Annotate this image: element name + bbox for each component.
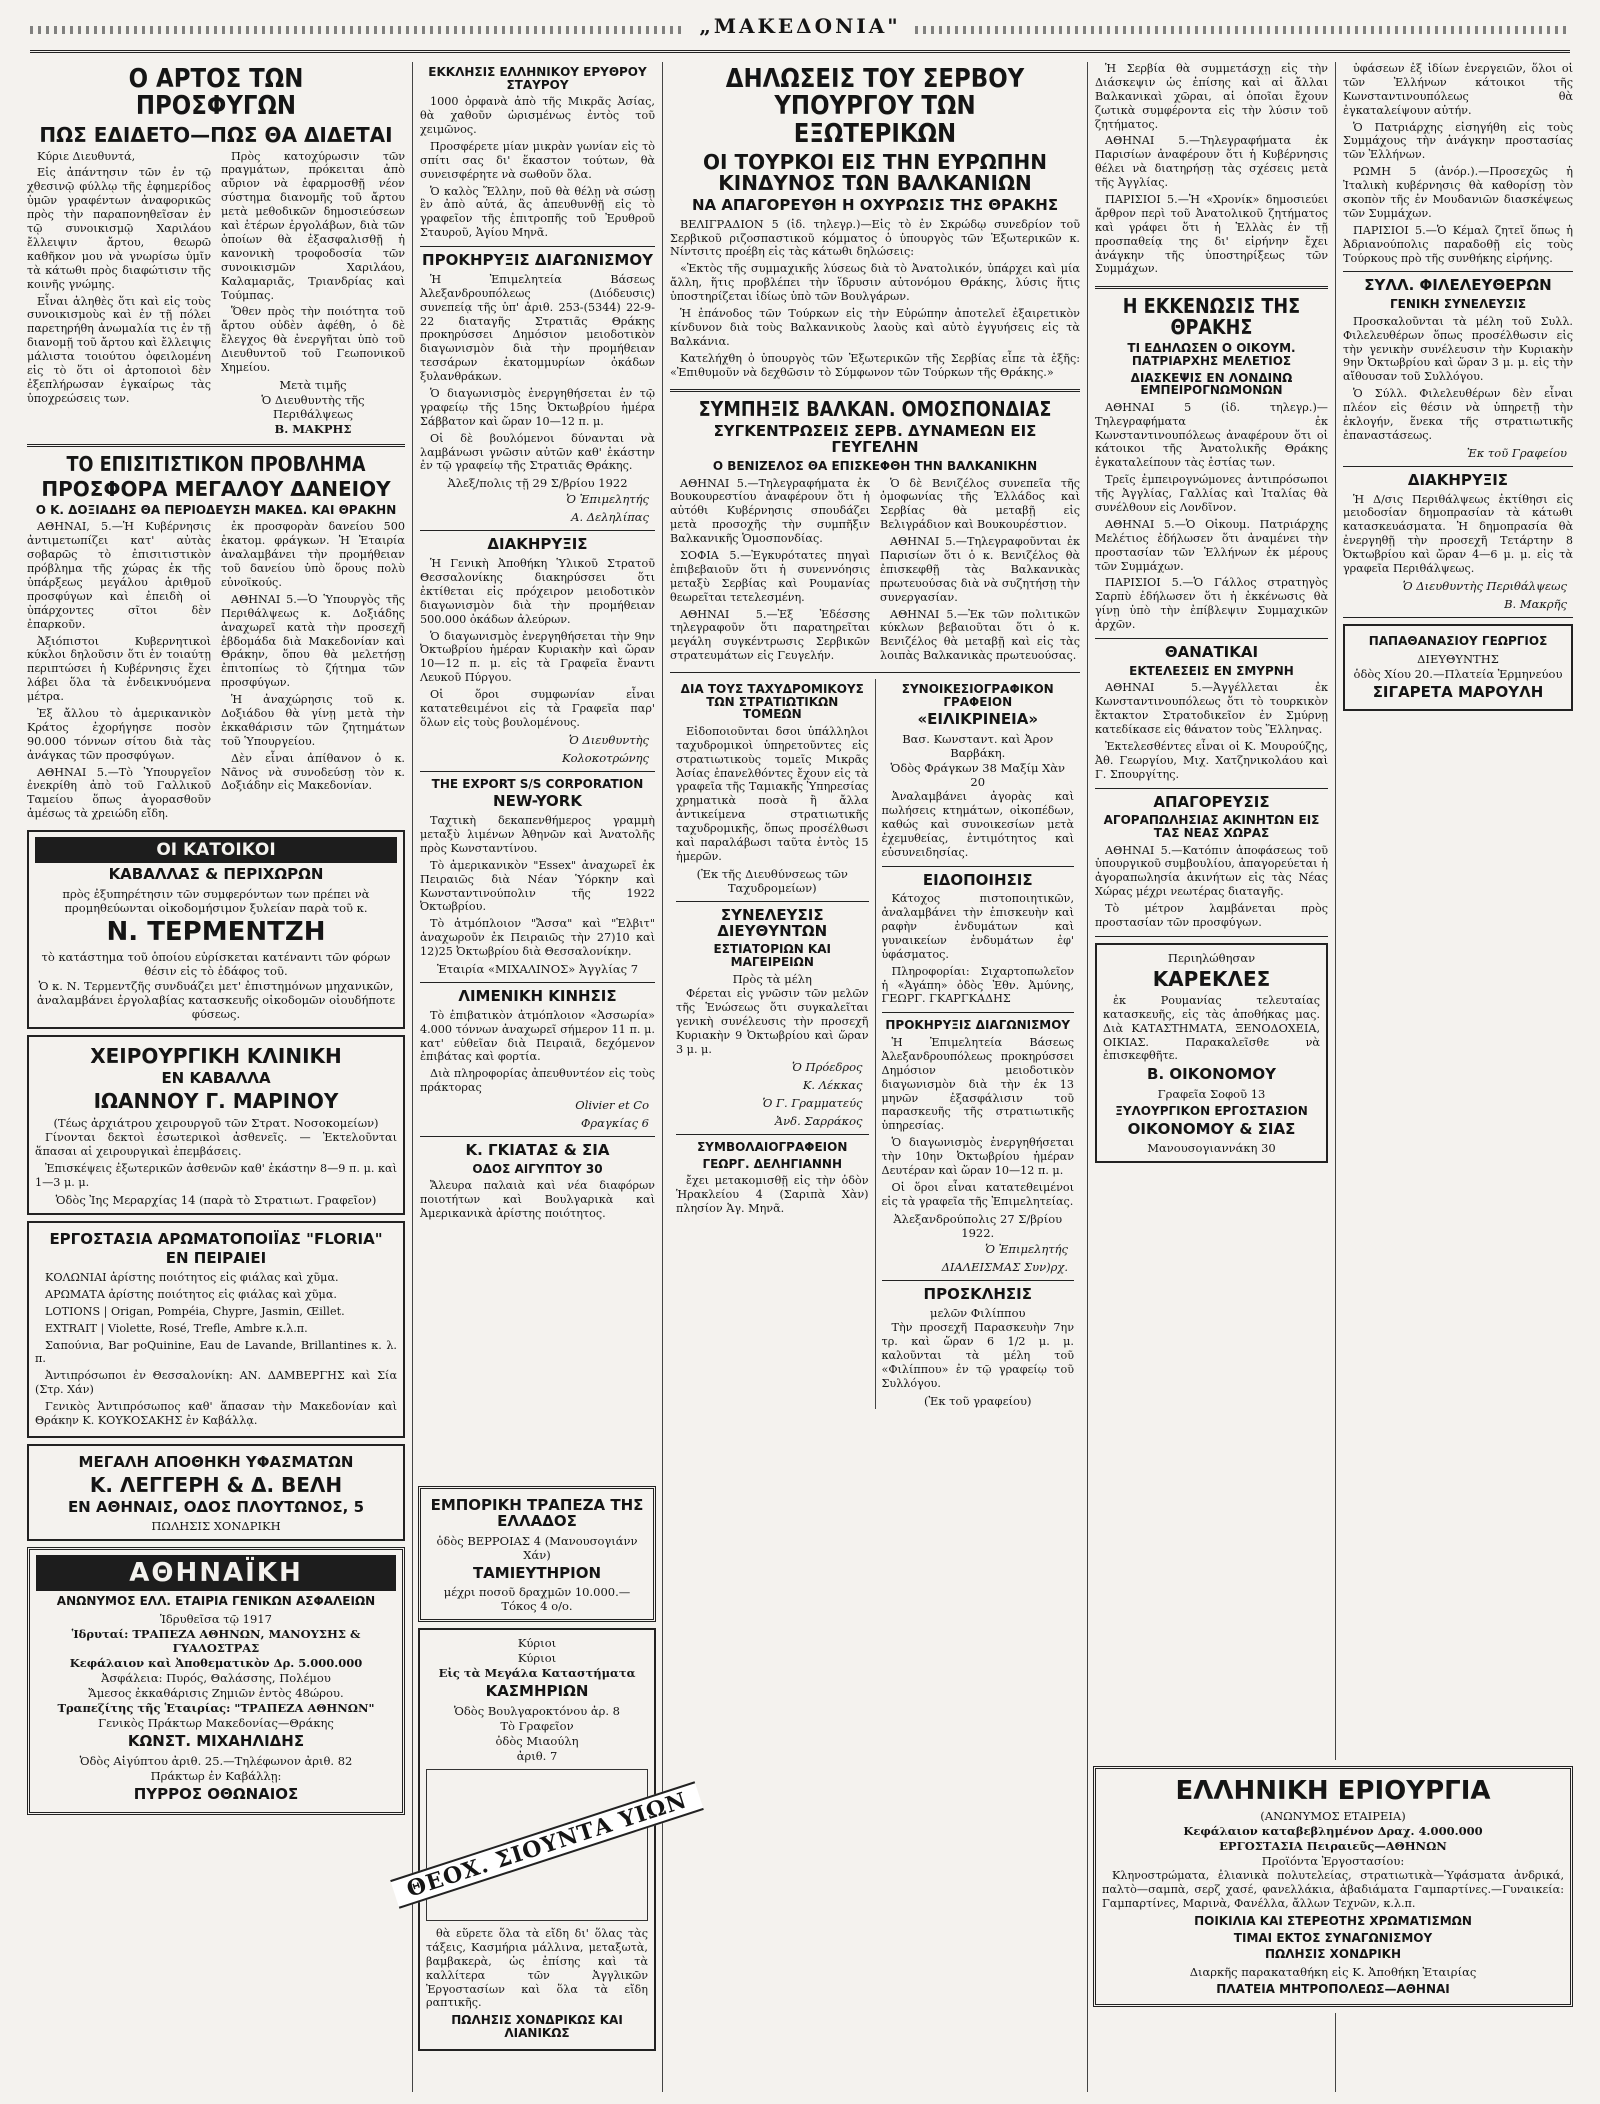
tender-title: ΠΡΟΚΗΡΥΞΙΣ ΔΙΑΓΩΝΙΣΜΟΥ bbox=[422, 251, 653, 270]
article-paragraph: ὑφάσεων ἐξ ἰδίων ἐνεργειῶν, ὅλοι οἱ τῶν Ἑλλήνων κάτοικοι τῆς Κωνσταντινουπόλεως θὰ ἐγκαταλείψουν αὐτήν. bbox=[1343, 62, 1573, 117]
article-paragraph: Οἱ δὲ βουλόμενοι δύνανται νὰ λαμβάνωσι γνῶσιν αὐτῶν καθ' ἑκάστην ἐν τῷ γραφείῳ τῆς Στρατιᾶς Θράκης. bbox=[420, 431, 655, 473]
ad-athinaiki-insures: Ἀσφάλεια: Πυρός, Θαλάσσης, Πολέμου bbox=[101, 1671, 331, 1685]
invite-title: ΠΡΟΣΚΛΗΣΙΣ bbox=[923, 1284, 1032, 1303]
ad-bank-section: ΤΑΜΙΕΥΤΗΡΙΟΝ bbox=[472, 1563, 602, 1582]
invite-line: μελῶν Φιλίππου bbox=[929, 1306, 1026, 1321]
article-paragraph: ΠΑΡΙΣΙΟΙ 5.—Ὁ Γάλλος στρατηγὸς Σαρπὺ ἐδήλωσεν ὅτι ἡ ἐκκένωσις θὰ γίνῃ ὑπὸ τὴν ἐπίβλεψιν Συμμαχικῶν ἀρχῶν. bbox=[1095, 576, 1328, 632]
ad-textiles-name: Κ. ΛΕΓΓΕΡΗ & Δ. ΒΕΛΗ bbox=[89, 1472, 343, 1497]
ad-katoikoi bbox=[27, 830, 405, 1029]
divider bbox=[670, 389, 1080, 392]
article-paragraph: ΑΘΗΝΑΙ 5.—Ἐξ Ἐδέσσης τηλεγραφοῦν ὅτι παρατηρεῖται μεγάλη συγκέντρωσις Σερβικῶν στρατευμάτων εἰς Γευγελήν. bbox=[670, 607, 870, 663]
article-paragraph: 1000 ὀρφανὰ ἀπὸ τῆς Μικρᾶς Ἀσίας, θὰ χαθοῦν ὠρισμένως ἐντὸς τοῦ χειμῶνος. bbox=[420, 95, 655, 136]
ad-eriourgia-address: ΠΛΑΤΕΙΑ ΜΗΤΡΟΠΟΛΕΩΣ—ΑΘΗΝΑΙ bbox=[1216, 1981, 1450, 1996]
article-paragraph: Ἡ Γενικὴ Ἀποθήκη Ὑλικοῦ Στρατοῦ Θεσσαλονίκης διακηρύσσει ὅτι ἐκτίθεται εἰς πρόχειρον μειοδοτικὸν διαγωνισμὸν διὰ τὴν προμήθειαν 500.000 ὀκάδων ἀλεύρων. bbox=[420, 557, 655, 626]
notary-name: ΓΕΩΡΓ. ΔΕΛΗΓΙΑΝΝΗ bbox=[702, 1156, 843, 1171]
ad-chairs-factory-address: Μανουσογιαννάκη 30 bbox=[1147, 1141, 1276, 1156]
ad-textiles-title: ΜΕΓΑΛΗ ΑΠΟΘΗΚΗ ΥΦΑΣΜΑΤΩΝ bbox=[78, 1452, 354, 1471]
ad-siounta-body: θὰ εὕρετε ὅλα τὰ εἴδη δι' ὅλας τὰς τάξεις, Κασμήρια μάλλινα, μεταξωτὰ, βαμβακερὰ, ὡς ἐπίσης καὶ τὰ καλλίτερα τῶν Ἀγγλικῶν Ἐργοστασίων καὶ ὅλα τὰ εἴδη ραπτικῆς. bbox=[426, 1927, 648, 2010]
divider bbox=[420, 1136, 655, 1137]
article-paragraph: ΑΘΗΝΑΙ 5.—Ἐκ τῶν πολιτικῶν κύκλων βεβαιοῦται ὅτι ὁ κ. Βενιζέλος θὰ μεταβῇ καὶ εἰς τὰς λοιπὰς Βαλκανικὰς πρωτευούσας. bbox=[880, 607, 1080, 663]
article-paragraph: ἐκ προσφορὰν δανείου 500 ἑκατομ. φράγκων. Ἡ Ἑταιρία ἀναλαμβάνει τὴν προμήθειαν τοῦ δανείου ὑπὸ ὅρους πολὺ εὐνοϊκούς. bbox=[221, 520, 405, 589]
column-3-lower-right bbox=[875, 679, 1081, 1409]
masthead-ornament-right bbox=[915, 26, 1570, 34]
bottom-right-ad-wrap bbox=[1093, 1760, 1573, 2013]
mobil-body: Εἰδοποιοῦνται δσοι ὑπάλληλοι ταχυδρομικοὶ ὑπηρετοῦντες εἰς στρατιωτικοὺς τομεῖς Μικρᾶς Ἀσίας ἐπανελθόντες ἔχουν εἰς τὰ γραφεῖα τῆς Ταμιακῆς Ὑπηρεσίας χρηματικὰ ποσὰ ἢ ἄλλα ἀντικείμενα στρατιωτικῆς ταχυδρομικῆς, ὅπως προσέλθωσι καὶ παραλάβωσι ταῦτα ἐντὸς 15 ἡμερῶν. bbox=[676, 724, 869, 863]
union-body: Φέρεται εἰς γνῶσιν τῶν μελῶν τῆς Ἑνώσεως ὅτι συγκαλεῖται γενικὴ συνέλευσις τὴν προσεχῆ Κυριακὴν 9 Ὀκτωβρίου καὶ ὥραν 3 μ. μ. bbox=[676, 987, 869, 1057]
ad-athinaiki-capital: Κεφάλαιον καὶ Ἀποθεματικὸν Δρ. 5.000.000 bbox=[69, 1656, 363, 1670]
divider bbox=[27, 444, 405, 447]
notice2-signature-title: Ὁ Διευθυντὴς Περιθάλψεως bbox=[1402, 578, 1567, 593]
article-paragraph: Οἱ ὅροι συμφωνίαν εἶναι κατατεθειμένοι εἰς τὰ Γραφεῖα παρ' ὅλων εἰς τοὺς βουλομένους. bbox=[420, 688, 655, 729]
closing-line: Μετὰ τιμῆς bbox=[279, 377, 347, 392]
ad-eriourgia-quality: ΠΟΙΚΙΛΙΑ ΚΑΙ ΣΤΕΡΕΟΤΗΣ ΧΡΩΜΑΤΙΣΜΩΝ bbox=[1194, 1913, 1472, 1928]
ad-textiles-address: ΕΝ ΑΘΗΝΑΙΣ, ΟΔΟΣ ΠΛΟΥΤΩΝΟΣ, 5 bbox=[67, 1497, 365, 1516]
article-paragraph: Οἱ ὅροι εἶναι κατατεθειμένοι εἰς τὰ γραφεῖα τῆς Ἐπιμελητείας. bbox=[881, 1180, 1074, 1208]
tender2-signature-name: ΔΙΑΛΕΙΣΜΑΣ Συν)ρχ. bbox=[941, 1259, 1068, 1274]
port-agent: Olivier et Co bbox=[575, 1098, 649, 1113]
red-cross-title: ΕΚΚΛΗΣΙΣ ΕΛΛΗΝΙΚΟΥ ΕΡΥΘΡΟΥ ΣΤΑΥΡΟΥ bbox=[428, 65, 647, 92]
column-2-lower-ads bbox=[403, 1480, 691, 2057]
article-paragraph: Πρὸς κατοχύρωσιν τῶν πραγμάτων, πρόκειται ἀπὸ αὔριον νὰ ἐφαρμοσθῇ νέον σύστημα διανομῆς τοῦ ἄρτου μετὰ μεθοδικῶν δημοσιεύσεων καὶ ἑτέρων ἐργολάβων, διὰ τῶν ὁποίων θὰ ἐξασφαλισθῇ ἡ κανονικὴ τροφοδοσία τῶν συνοικισμῶν Χαριλάου, Καλαμαριᾶς, Τριανδρίας καὶ Τούμπας. bbox=[221, 149, 405, 302]
divider bbox=[882, 1012, 1075, 1013]
article-paragraph: Δὲν εἶναι ἀπίθανον ὁ κ. Νᾶνος νὰ συνοδεύσῃ τὸν κ. Δοξιάδην εἰς Μακεδονίαν. bbox=[221, 751, 405, 793]
ad-athinaiki-agent: ΚΩΝΣΤ. ΜΙΧΑΗΛΙΔΗΣ bbox=[127, 1732, 305, 1750]
divider bbox=[676, 901, 869, 902]
ad-katoikoi-body: πρὸς ἐξυπηρέτησιν τῶν συμφερόντων των πρέπει νὰ προμηθεύωνται οἰκοδομήσιμον ξυλείαν παρὰ τοῦ κ. bbox=[62, 886, 370, 915]
article-paragraph: Τὸ μέτρον λαμβάνεται πρὸς προστασίαν τῶν προσφύγων. bbox=[1095, 902, 1328, 929]
article-bread-title: Ο ΑΡΤΟΣ ΤΩΝ ΠΡΟΣΦΥΓΩΝ bbox=[128, 64, 304, 122]
ad-athinaiki-subtitle: ΑΝΩΝΥΜΟΣ ΕΛΛ. ΕΤΑΙΡΙΑ ΓΕΝΙΚΩΝ ΑΣΦΑΛΕΙΩΝ bbox=[56, 1594, 376, 1609]
divider bbox=[1343, 617, 1573, 618]
ad-athinaiki-kavala-name: ΠΥΡΡΟΣ ΟΘΩΝΑΙΟΣ bbox=[133, 1784, 299, 1803]
union-line: Πρὸς τὰ μέλη bbox=[732, 972, 812, 987]
divider bbox=[1095, 788, 1328, 789]
union-sig2-name: Ἀνδ. Σαρράκος bbox=[774, 1113, 863, 1128]
ad-floria-line: Γενικὸς Ἀντιπρόσωπος καθ' ἅπασαν τὴν Μακεδονίαν καὶ Θράκην Κ. ΚΟΥΚΟΣΑΚΗΣ ἐν Καβάλλᾳ. bbox=[35, 1400, 397, 1428]
ad-floria-line: Ἀντιπρόσωποι ἐν Θεσσαλονίκη: ΑΝ. ΔΑΜΒΕΡΓΗΣ καὶ Σία (Στρ. Χάν) bbox=[35, 1369, 397, 1397]
ad-athinaiki-founders: Ἱδρυταί: ΤΡΑΠΕΖΑ ΑΘΗΝΩΝ, ΜΑΝΟΥΣΗΣ & ΓΥΑΛΟΣΤΡΑΣ bbox=[71, 1627, 361, 1655]
marriage-name: «ΕΙΛΙΚΡΙΝΕΙΑ» bbox=[917, 710, 1039, 729]
ad-katoikoi-foot: Ὁ κ. Ν. Τερμεντζῆς συνδυάζει μετ' ἐπιστημόνων μηχανικῶν, ἀναλαμβάνει ἐργολαβίας κατασκευῆς οἰκοδομῶν οἱουδήποτε φύσεως. bbox=[36, 979, 396, 1022]
article-paragraph: ΑΘΗΝΑΙ, 5.—Ἡ Κυβέρνησις ἀντιμετωπίζει κατ' αὐτὰς σοβαρῶς τὸ ἐπισιτιστικὸν πρόβλημα τῆς χώρας ἐκ τῆς ὑπάρξεως μεγάλου ἀριθμοῦ προσφύγων καὶ ἐπειδὴ οἱ ὑπάρχοντες σῖτοι δὲν ἐπαρκοῦν. bbox=[27, 520, 211, 631]
port-title: ΛΙΜΕΝΙΚΗ ΚΙΝΗΣΙΣ bbox=[458, 987, 617, 1005]
article-paragraph: Ἀξιόπιστοι Κυβερνητικοὶ κύκλοι δηλοῦσιν ὅτι ἐν τοιαύτῃ περιπτώσει ἡ Κυβέρνησις ἔχει λάβει ὅλα τὰ ἐνδεικνυόμενα μέτρα. bbox=[27, 634, 211, 704]
ad-athinaiki-agent-title: Γενικὸς Πράκτωρ Μακεδονίας—Θράκης bbox=[98, 1716, 334, 1730]
article-supply-body bbox=[27, 520, 405, 824]
article-paragraph: Εἶναι ἀληθὲς ὅτι καὶ εἰς τοὺς συνοικισμοὺς καὶ ἐν τῇ πόλει παρετηρήθη ἀνωμαλία τις ἐν τῇ διανομῇ τοῦ ἄρτου καὶ ἔλλειψις μάλιστα τοιούτου ὀφειλομένη εἰς τὸ ὅτι οἱ ἀρτοποιοὶ δὲν ἐξεπλήρωσαν ἐγκαίρως τὰς ὑποχρεώσεις των. bbox=[27, 294, 211, 405]
article-paragraph: Κύριε Διευθυντά, bbox=[37, 149, 136, 163]
divider bbox=[882, 866, 1075, 867]
signature-name: Β. ΜΑΚΡΗΣ bbox=[274, 421, 352, 436]
ad-chairs bbox=[1095, 943, 1328, 1164]
ad-floria-line: LOTIONS | Origan, Pompéia, Chypre, Jasmin, Œillet. bbox=[45, 1304, 345, 1318]
ban-title: ΑΠΑΓΟΡΕΥΣΙΣ bbox=[1153, 792, 1270, 811]
tender-dateline: Ἀλεξ/πολις τῇ 29 Σ/βρίου 1922 bbox=[447, 476, 628, 491]
marriage-address-2: Ὁδὸς Φράγκων 38 Μαξίμ Χὰν 20 bbox=[890, 761, 1066, 790]
gkiatas-title: Κ. ΓΚΙΑΤΑΣ & ΣΙΑ bbox=[465, 1141, 610, 1160]
ad-textiles-note: ΠΩΛΗΣΙΣ ΧΟΝΔΡΙΚΗ bbox=[151, 1519, 281, 1534]
mobil-source: (Ἐκ τῆς Διευθύνσεως τῶν Ταχυδρομείων) bbox=[696, 866, 848, 895]
divider bbox=[1095, 936, 1328, 937]
ad-kasmiria-name: ΚΑΣΜΗΡΙΩΝ bbox=[485, 1682, 589, 1701]
ad-siounta-diagonal bbox=[403, 1769, 691, 1921]
divider bbox=[676, 1134, 869, 1135]
ad-siounta-name: ΘΕΟΧ. ΣΙΟΥΝΤΑ ΥΙΩΝ bbox=[390, 1781, 704, 1908]
deaths-subtitle: ΕΚΤΕΛΕΣΕΙΣ ΕΝ ΣΜΥΡΝΗ bbox=[1129, 663, 1294, 678]
ad-eriourgia-prices: ΤΙΜΑΙ ΕΚΤΟΣ ΣΥΝΑΓΩΝΙΣΜΟΥ bbox=[1233, 1930, 1433, 1945]
union-sig1: Ὁ Πρόεδρος bbox=[792, 1059, 863, 1074]
ad-clinic-role: (Τέως ἀρχιάτρου χειρουργοῦ τῶν Στρατ. Νοσοκομείων) bbox=[53, 1115, 379, 1130]
lead-subtitle: ΟΙ ΤΟΥΡΚΟΙ ΕΙΣ ΤΗΝ ΕΥΡΩΠΗΝ ΚΙΝΔΥΝΟΣ ΤΩΝ ΒΑΛΚΑΝΙΩΝ bbox=[703, 149, 1047, 195]
article-paragraph: Ὁ καλὸς Ἕλλην, ποῦ θὰ θέλῃ νὰ σώσῃ ἓν ἀπὸ αὐτά, ἂς ἀπευθυνθῇ εἰς τὸ γραφεῖον τῆς ἐπιτροπῆς τοῦ Ἐρυθροῦ Σταυροῦ, Ἁγίου Μηνᾶ. bbox=[420, 184, 655, 240]
ad-floria-line: Σαπούνια, Bar poQuinine, Eau de Lavande, Brillantines κ. λ. π. bbox=[35, 1338, 397, 1366]
thrace-title: Η ΕΚΚΕΝΩΣΙΣ ΤΗΣ ΘΡΑΚΗΣ bbox=[1122, 294, 1301, 340]
article-paragraph: Ὁ διαγωνισμὸς ἐνεργηθήσεται τὴν 10ην Ὀκτωβρίου ἡμέραν Δευτέραν καὶ ὥραν 10—12 π. μ. bbox=[881, 1136, 1074, 1177]
ad-athinaiki-founded: Ἱδρυθεῖσα τῷ 1917 bbox=[160, 1612, 272, 1626]
assembly-subtitle: ΓΕΝΙΚΗ ΣΥΝΕΛΕΥΣΙΣ bbox=[1389, 297, 1527, 312]
lead-title: ΔΗΛΩΣΕΙΣ ΤΟΥ ΣΕΡΒΟΥ ΥΠΟΥΡΓΟΥ ΤΩΝ ΕΞΩΤΕΡΙΚΩΝ bbox=[725, 64, 1025, 149]
ad-kasmiria-line: Εἰς τὰ Μεγάλα Καταστήματα bbox=[438, 1666, 636, 1681]
ad-eriourgia-products-label: Προϊόντα Ἐργοστασίου: bbox=[1261, 1854, 1405, 1869]
notice2-title: ΔΙΑΚΗΡΥΞΙΣ bbox=[1407, 470, 1509, 489]
article-paragraph: Ἡ Ἐπιμελητεία Βάσεως Ἀλεξανδρουπόλεως (Διόδευσις) συνεπείᾳ τῆς ὑπ' ἀριθ. 253-(5344) 22-9-22 διαταγῆς Στρατιᾶς Θράκης προκηρύσσει Δημόσιον μειοδοτικὸν διαγωνισμὸν διὰ τὴν προμήθειαν τεσσάρων ἑκατομμυρίων ὀκάδων ξυλανθράκων. bbox=[420, 272, 655, 384]
ad-floria-line: EXTRAIT | Violette, Rosé, Trefle, Ambre κ.λ.π. bbox=[45, 1321, 308, 1335]
ad-athinaiki bbox=[27, 1547, 405, 1814]
lead-body-continued bbox=[1095, 62, 1328, 279]
article-paragraph: ΑΘΗΝΑΙ 5.—Ὁ Οἰκουμ. Πατριάρχης Μελέτιος ἐδήλωσεν ὅτι ἀναμένει τὴν προστασίαν τῶν Ἑλλήνων ἐκ μέρους τῶν Συμμάχων. bbox=[1095, 517, 1328, 573]
article-paragraph: Ὁ διαγωνισμὸς ἐνεργηθήσεται τὴν 9ην Ὀκτωβρίου ἡμέραν Κυριακὴν καὶ ὥραν 10—12 π. μ. εἰς τὰ Γραφεῖα ἔναντι Λευκοῦ Πύργου. bbox=[420, 629, 655, 685]
article-paragraph: ΒΕΛΙΓΡΑΔΙΟΝ 5 (ἰδ. τηλεγρ.)—Εἰς τὸ ἐν Σκρώδῳ συνεδρίον τοῦ Σερβικοῦ ριζοσπαστικοῦ κόμματος ὁ ὑπουργὸς τῶν Ἐξωτερικῶν κ. Νίντσιτς προέβη εἰς τὰς κάτωθι δηλώσεις: bbox=[670, 217, 1080, 259]
ad-floria-title: ΕΡΓΟΣΤΑΣΙΑ ΑΡΩΜΑΤΟΠΟΙΪΑΣ "FLORIA" bbox=[49, 1229, 383, 1248]
ad-kasmiria bbox=[403, 1628, 691, 2050]
column-3 bbox=[662, 62, 1087, 2092]
divider bbox=[1095, 286, 1328, 289]
article-paragraph: Ὁ διαγωνισμὸς ἐνεργηθήσεται ἐν τῷ γραφείῳ τῆς 15ης Ὀκτωβρίου ἡμέρα Σάββατον καὶ ὥραν 10—12 π. μ. bbox=[420, 386, 655, 428]
article-paragraph: ΡΩΜΗ 5 (ἀνόρ.).—Προσεχῶς ἡ Ἰταλικὴ κυβέρνησις θὰ καθορίσῃ τὸν σκοπὸν τῆς ἐν Μουδανιῶν διασκέψεως τῶν Συμμάχων. bbox=[1343, 165, 1573, 220]
article-paragraph: Τὸ ἐπιβατικὸν ἀτμόπλοιον «Ἀσσωρία» 4.000 τόννων ἀναχωρεῖ σήμερον 11 π. μ. κατ' εὐθεῖαν διὰ Πειραιᾶ, δεχόμενον ἐπιβάτας καὶ φορτία. bbox=[420, 1008, 655, 1064]
ad-eriourgia bbox=[1093, 1766, 1573, 2007]
ad-floria-line: ΚΟΛΩΝΙΑΙ ἀρίστης ποιότητος εἰς φιάλας καὶ χῦμα. bbox=[45, 1271, 339, 1284]
article-paragraph: ΠΑΡΙΣΙΟΙ 5.—Ἡ «Χρονίκ» δημοσιεύει ἄρθρον περὶ τοῦ Ἀνατολικοῦ ζητήματος καὶ γράφει ὅτι ἡ Ἑλλὰς ἐν τῇ προσπαθείᾳ της δι' εἰρήνην ἔχει ἀνάγκην τῆς ὑποστηρίξεως τῶν Συμμάχων. bbox=[1095, 193, 1328, 276]
ad-chairs-name: Β. ΟΙΚΟΝΟΜΟΥ bbox=[1147, 1065, 1276, 1084]
ad-eriourgia-depot: Διαρκῆς παρακαταθήκη εἰς Κ. Ἀποθήκη Ἑταιρίας bbox=[1189, 1964, 1477, 1979]
ad-tobacco-role: ΔΙΕΥΘΥΝΤΗΣ bbox=[1417, 651, 1499, 666]
union-subtitle: ΕΣΤΙΑΤΟΡΙΩΝ ΚΑΙ ΜΑΓΕΙΡΕΙΩΝ bbox=[713, 942, 831, 969]
ad-tobacco-address: ὁδὸς Χίου 20.—Πλατεία Ἑρμηνεύου bbox=[1353, 666, 1563, 681]
notice-signature-name: Κολοκοτρώνης bbox=[561, 750, 649, 765]
export-title: THE EXPORT S/S CORPORATION bbox=[431, 776, 644, 791]
notary-body: ἔχει μετακομισθῇ εἰς τὴν ὁδὸν Ἡρακλείου 4 (Σαριπὰ Χὰν) πλησίον Ἁγ. Μηνᾶ. bbox=[676, 1174, 869, 1215]
article-paragraph: ΑΘΗΝΑΙ 5.—Ὁ Ὑπουργὸς τῆς Περιθάλψεως κ. Δοξιάδης ἀναχωρεῖ κατὰ τὴν προσεχῆ ἑβδομάδα διὰ Μακεδονίαν καὶ Θράκην, ὅπου θὰ μελετήσῃ ἐπιτοπίως τὸ ζήτημα τῶν προσφύγων. bbox=[221, 592, 405, 690]
ban-subtitle: ΑΓΟΡΑΠΩΛΗΣΙΑΣ ΑΚΙΝΗΤΩΝ ΕΙΣ ΤΑΣ ΝΕΑΣ ΧΩΡΑΣ bbox=[1103, 813, 1320, 840]
tender-signature-title: Ὁ Ἐπιμελητής bbox=[566, 492, 649, 507]
thrace-subtitle: ΤΙ ΕΔΗΛΩΣΕΝ Ο ΟΙΚΟΥΜ. ΠΑΤΡΙΑΡΧΗΣ ΜΕΛΕΤΙΟΣ bbox=[1127, 341, 1296, 368]
article-bread-subtitle: ΠΩΣ ΕΔΙΔΕΤΟ—ΠΩΣ ΘΑ ΔΙΔΕΤΑΙ bbox=[39, 122, 393, 147]
divider bbox=[1095, 638, 1328, 639]
divider bbox=[420, 982, 655, 983]
article-paragraph: «Ἐκτὸς τῆς συμμαχικῆς λύσεως διὰ τὸ Ἀνατολικόν, ὑπάρχει καὶ μία ἄλλη, ἥτις προβλέπει τὴν ἵδρυσιν αὐτονόμου Θράκης, λύσις ἥτις ὑποστηρίζεται ἰδίως ὑπὸ τῶν Βουλγάρων. bbox=[670, 262, 1080, 304]
gkiatas-body: Ἄλευρα παλαιὰ καὶ νέα διαφόρων ποιοτήτων καὶ Βουλγαρικὰ καὶ Ἀμερικανικὰ ἀρίστης ποιότητος. bbox=[420, 1179, 655, 1221]
article-paragraph: ΑΘΗΝΑΙ 5.—Τηλεγραφοῦνται ἐκ Παρισίων ὅτι ὁ κ. Βενιζέλος θὰ ἐπισκεφθῇ τὰς Βαλκανικὰς πρωτευούσας διὰ νὰ συζητήσῃ τὴν συνεργασίαν. bbox=[880, 535, 1080, 604]
ad-clinic-subtitle: ΕΝ ΚΑΒΑΛΛΑ bbox=[161, 1069, 271, 1088]
ad-bank-rate: μέχρι ποσοῦ δραχμῶν 10.000.— Τόκος 4 ο/ο. bbox=[443, 1585, 631, 1614]
tender2-signature-title: Ὁ Ἐπιμελητής bbox=[985, 1241, 1068, 1256]
article-paragraph: Κατελήχθη ὁ ὑπουργὸς τῶν Ἐξωτερικῶν τῆς Σερβίας εἶπε τὰ ἑξῆς: «Ἐπιθυμοῦν νὰ δεχθῶσιν τὸ Σύμφωνον τῶν Τούρκων τῆς Θράκης.» bbox=[670, 351, 1080, 379]
marriage-address: Βασ. Κωνσταντ. καὶ Ἀρον Βαρβάκη. bbox=[902, 732, 1054, 761]
article-paragraph: ΑΘΗΝΑΙ 5.—Τὸ Ὑπουργεῖον ἐνεκρίθη ἀπὸ τοῦ Γαλλικοῦ Ταμείου ὅπως ἀγορασθοῦν ἀμέσως τὰ χρειώδη εἴδη. bbox=[27, 765, 211, 821]
article-paragraph: Προσφέρετε μίαν μικρὰν γωνίαν εἰς τὸ σπίτι σας δι' ἕκαστον τούτων, θὰ συνεισφέρητε νὰ σωθοῦν ὅλα. bbox=[420, 139, 655, 181]
notice2-body: Ἡ Δ/σις Περιθάλψεως ἐκτίθησι εἰς μειοδοσίαν δημοπρασίαν τὰ κάτωθι κατασκευάσματα. Ἡ δημοπρασία θὰ ἐνεργηθῇ τὴν προσεχῆ Τετάρτην 8 Ὀκτωβρίου καὶ ὥραν 4—6 μ. μ. εἰς τὰ γραφεῖα Περιθάλψεως. bbox=[1343, 492, 1573, 576]
notice-title: ΔΙΑΚΗΡΥΞΙΣ bbox=[487, 535, 588, 554]
article-paragraph: ΑΘΗΝΑΙ 5.—Ἀγγέλλεται ἐκ Κωνσταντινουπόλεως ὅτι τὸ τουρκικὸν ἔκτακτον Στρατοδικεῖον ἐν Σμύρνῃ κατεδίκασε εἰς θάνατον τοὺς Ἕλληνας. bbox=[1095, 681, 1328, 736]
divider bbox=[670, 672, 1080, 673]
ad-chairs-label: Περιηλώθησαν bbox=[1167, 950, 1256, 965]
ad-floria-line: ΑΡΩΜΑΤΑ ἀρίστης ποιότητος εἰς φιάλας καὶ χῦμα. bbox=[45, 1287, 337, 1301]
article-paragraph: ΑΘΗΝΑΙ 5.—Κατόπιν ἀποφάσεως τοῦ ὑπουργικοῦ συμβουλίου, ἀπαγορεύεται ἡ ἀγοραπωλησία ἀκινήτων εἰς τὰς Νέας Χώρας μέχρι νεωτέρας διαταγῆς. bbox=[1095, 843, 1328, 899]
ad-katoikoi-title: ΟΙ ΚΑΤΟΙΚΟΙ bbox=[35, 837, 397, 863]
article-paragraph: Ταχτικὴ δεκαπενθήμερος γραμμὴ μεταξὺ λιμένων Ἀθηνῶν καὶ Ἀνατολῆς πρὸς Κωνσταντίνου. bbox=[420, 814, 655, 855]
ad-kasmiria-line: Κύριοι bbox=[517, 1636, 557, 1651]
ad-tobacco bbox=[1343, 624, 1573, 711]
article-paragraph: ΑΘΗΝΑΙ 5 (ἰδ. τηλεγρ.)—Τηλεγραφήματα ἐκ Κωνσταντινουπόλεως ἀναφέρουν ὅτι οἱ κάτοικοι τῆς Ἀνατολικῆς Θράκης ἐγκαταλείπουν τὰς ἑστίας των. bbox=[1095, 400, 1328, 470]
export-agent: Ἑταιρία «ΜΙΧΑΛΙΝΟΣ» Ἀγγλίας 7 bbox=[436, 962, 639, 976]
gkiatas-subtitle: ΟΔΟΣ ΑΙΓΥΠΤΟΥ 30 bbox=[472, 1161, 603, 1176]
article-paragraph: Διὰ πληροφορίας ἀπευθυντέον εἰς τοὺς πράκτορας bbox=[420, 1067, 655, 1095]
balkan-title: ΣΥΜΠΗΞΙΣ ΒΑΛΚΑΝ. ΟΜΟΣΠΟΝΔΙΑΣ bbox=[698, 397, 1052, 422]
ad-siounta-sale: ΠΩΛΗΣΙΣ ΧΟΝΔΡΙΚΩΣ ΚΑΙ ΛΙΑΝΙΚΩΣ bbox=[451, 2013, 623, 2040]
ad-kasmiria-address: Ὁδὸς Βουλγαροκτόνου ἀρ. 8 bbox=[454, 1704, 620, 1718]
ad-clinic-line: Ἐπισκέψεις ἐξωτερικῶν ἀσθενῶν καθ' ἑκάστην 8—9 π. μ. καὶ 1—3 μ. μ. bbox=[35, 1161, 397, 1189]
assembly-title: ΣΥΛΛ. ΦΙΛΕΛΕΥΘΕΡΩΝ bbox=[1364, 276, 1552, 295]
divider bbox=[420, 246, 655, 247]
ad-floria bbox=[27, 1221, 405, 1438]
balkan-subtitle: ΣΥΓΚΕΝΤΡΩΣΕΙΣ ΣΕΡΒ. ΔΥΝΑΜΕΩΝ ΕΙΣ ΓΕΥΓΕΛΗΝ bbox=[713, 422, 1037, 457]
ad-katoikoi-note: τὸ κατάστημα τοῦ ὁποίου εὑρίσκεται κατέναντι τῶν φόρων θέσιν εἰς τὸ ἐδάφος τοῦ. bbox=[41, 950, 391, 979]
tender-signature-name: Α. Δεληλίπας bbox=[571, 510, 649, 525]
divider bbox=[1343, 271, 1573, 272]
notice2-signature-name: Β. Μακρῆς bbox=[1504, 596, 1567, 611]
lead-body bbox=[670, 218, 1080, 383]
article-paragraph: ΑΘΗΝΑΙ 5.—Τηλεγραφήματα ἐκ Παρισίων ἀναφέρουν ὅτι ἡ Κυβέρνησις θέλει νὰ διατηρήσῃ τὰς σχέσεις μετὰ τῆς Ἀγγλίας. bbox=[1095, 134, 1328, 190]
ad-katoikoi-subtitle: ΚΑΒΑΛΛΑΣ & ΠΕΡΙΧΩΡΩΝ bbox=[108, 865, 324, 884]
union-sig1-name: Κ. Λέκκας bbox=[802, 1077, 863, 1092]
ad-kasmiria-line: Κύριοι bbox=[517, 1651, 557, 1666]
article-paragraph: Ἡ ἀναχώρησις τοῦ κ. Δοξιάδου θὰ γίνῃ μετὰ τὴν ἐκκαθάρισιν τῶν ζητημάτων τοῦ Ὑπουργείου. bbox=[221, 693, 405, 748]
ad-athinaiki-title: ΑΘΗΝΑΪΚΗ bbox=[36, 1555, 396, 1591]
ad-katoikoi-name: Ν. ΤΕΡΜΕΝΤΖΗ bbox=[106, 916, 326, 947]
ad-floria-subtitle: ΕΝ ΠΕΙΡΑΙΕΙ bbox=[165, 1249, 267, 1268]
ad-eriourgia-factories: ΕΡΓΟΣΤΑΣΙΑ Πειραιεῦς—ΑΘΗΝΩΝ bbox=[1219, 1839, 1447, 1854]
newspaper-name: „ΜΑΚΕΔΟΝΙΑ" bbox=[699, 14, 901, 38]
thrace-kicker: ΔΙΑΣΚΕΨΙΣ ΕΝ ΛΟΝΔΙΝΩ ΕΜΠΕΙΡΟΓΝΩΜΟΝΩΝ bbox=[1130, 370, 1293, 398]
divider bbox=[420, 530, 655, 531]
article-paragraph: Τὸ ἀμερικανικὸν "Essex" ἀναχωρεῖ ἐκ Πειραιῶς διὰ Νέαν Ὑόρκην καὶ Κωνσταντινούπολιν τῆς 1922 Ὀκτωβρίου. bbox=[420, 858, 655, 914]
article-paragraph: Ὁ δὲ Βενιζέλος συνεπεῖα τῆς ὁμοφωνίας τῆς Ἑλλάδος καὶ Σερβίας θὰ μεταβῇ εἰς Βελιγράδιον καὶ Βουκουρέστιον. bbox=[880, 476, 1080, 532]
ad-kasmiria-line: ἀριθ. 7 bbox=[516, 1749, 558, 1763]
notif-title: ΕΙΔΟΠΟΙΗΣΙΣ bbox=[922, 870, 1033, 889]
invite-body: Τὴν προσεχῆ Παρασκευὴν 7ην τρ. καὶ ὥραν 6 1/2 μ. μ. καλοῦνται τὰ μέλη τοῦ «Φιλίππου» ἐν τῷ γραφείῳ τοῦ Συλλόγου. bbox=[881, 1321, 1074, 1390]
ad-bank-address: ὁδὸς ΒΕΡΡΟΙΑΣ 4 (Μανουσογιάνν Χάν) bbox=[436, 1533, 638, 1562]
notary-title: ΣΥΜΒΟΛΑΙΟΓΡΑΦΕΙΟΝ bbox=[697, 1139, 848, 1154]
assembly-body: Προσκαλοῦνται τὰ μέλη τοῦ Συλλ. Φιλελευθέρων ὅπως προσέλθωσιν εἰς τὴν γενικὴν συνέλευσιν τὴν Κυριακὴν 9ην Ὀκτωβρίου καὶ ὥραν 3 μ. μ. εἰς τὴν αἴθουσαν τοῦ Συλλόγου. bbox=[1343, 314, 1573, 384]
balkan-body bbox=[670, 477, 1080, 667]
divider bbox=[882, 1280, 1075, 1281]
ad-kasmiria-line: ὁδὸς Μιαούλη bbox=[495, 1734, 579, 1748]
article-paragraph: ΑΘΗΝΑΙ 5.—Τηλεγραφήματα ἐκ Βουκουρεστίου ἀναφέρουν ὅτι ἡ αὐτόθι Κυβέρνησις σπουδάζει μετὰ προσοχῆς τὴν συμπῆξιν Βαλκανικῆς Ὁμοσπονδίας. bbox=[670, 476, 870, 546]
marriage-title: ΣΥΝΟΙΚΕΣΙΟΓΡΑΦΙΚΟΝ ΓΡΑΦΕΙΟΝ bbox=[901, 682, 1054, 709]
column-3-lower bbox=[670, 679, 1080, 1409]
ad-eriourgia-subtitle: (ΑΝΩΝΥΜΟΣ ΕΤΑΙΡΕΙΑ) bbox=[1260, 1809, 1406, 1824]
marriage-body: Ἀναλαμβάνει ἀγορὰς καὶ πωλήσεις κτημάτων, οἰκοπέδων, καθώς καὶ συνοικεσίων μετὰ ἐχεμυθείας, ἐντιμότητος καὶ εὐσυνειδησίας. bbox=[881, 790, 1074, 859]
ad-chairs-factory-name: ΟΙΚΟΝΟΜΟΥ & ΣΙΑΣ bbox=[1127, 1119, 1296, 1138]
ad-textiles bbox=[27, 1444, 405, 1542]
union-title: ΣΥΝΕΛΕΥΣΙΣ ΔΙΕΥΘΥΝΤΩΝ bbox=[717, 905, 828, 940]
ad-clinic bbox=[27, 1035, 405, 1214]
lead-kicker: ΝΑ ΑΠΑΓΟΡΕΥΘΗ Η ΟΧΥΡΩΣΙΣ ΤΗΣ ΘΡΑΚΗΣ bbox=[691, 195, 1059, 214]
article-paragraph: Ὅθεν πρὸς τὴν ποιότητα τοῦ ἄρτου οὐδὲν ἀφέθη, ὁ δὲ ἔλεγχος θὰ ἐνεργῆται ὑπὸ τοῦ Διευθυντοῦ τοῦ Γεωπονικοῦ Χημείου. bbox=[221, 305, 405, 374]
article-paragraph: ΠΑΡΙΣΙΟΙ 5.—Ὁ Κέμαλ ζητεῖ ὅπως ἡ Ἀδριανούπολις παραδοθῇ εἰς τοὺς Τούρκους πρὸ τῆς συνθήκης εἰρήνης. bbox=[1343, 223, 1573, 265]
divider bbox=[420, 771, 655, 772]
mobil-title: ΔΙΑ ΤΟΥΣ ΤΑΧΥΔΡΟΜΙΚΟΥΣ ΤΩΝ ΣΤΡΑΤΙΩΤΙΚΩΝ ΤΟΜΕΩΝ bbox=[680, 682, 864, 722]
assembly-note: Ὁ Σύλλ. Φιλελευθέρων δὲν εἶναι πλέον εἰς θέσιν νὰ ὑπηρετῇ τὴν ἐκλογήν, ἕνεκα τῆς στρατιωτικῆς ἐπαναστάσεως. bbox=[1343, 387, 1573, 442]
column-1 bbox=[20, 62, 412, 2092]
ad-chairs-body: ἐκ Ρουμανίας τελευταίας κατασκευῆς, εἰς τὰς ἀποθήκας μας. Διὰ ΚΑΤΑΣΤΗΜΑΤΑ, ΞΕΝΟΔΟΧΕΙΑ, ΟΙΚΙΑΣ. Παρακαλεῖσθε νὰ ἐπισκεφθῆτε. bbox=[1103, 993, 1320, 1063]
notif-body: Κάτοχος πιστοποιητικῶν, ἀναλαμβάνει τὴν ἐπισκευὴν καὶ ραφὴν ἐνδυμάτων καὶ γυναικείων ἐνδυμάτων ἐφ' ὑφάσματος. bbox=[881, 892, 1074, 961]
assembly-source: Ἐκ τοῦ Γραφείου bbox=[1466, 445, 1567, 460]
column-3-lower-left bbox=[670, 679, 875, 1409]
ad-bank bbox=[418, 1486, 656, 1622]
article-supply-subtitle: ΠΡΟΣΦΟΡΑ ΜΕΓΑΛΟΥ ΔΑΝΕΙΟΥ bbox=[41, 476, 391, 501]
ad-clinic-title: ΧΕΙΡΟΥΡΓΙΚΗ ΚΛΙΝΙΚΗ bbox=[90, 1044, 342, 1069]
export-subtitle: NEW-YORK bbox=[493, 792, 582, 811]
invite-source: (Ἐκ τοῦ γραφείου) bbox=[924, 1393, 1032, 1408]
article-supply-title: ΤΟ ΕΠΙΣΙΤΙΣΤΙΚΟΝ ΠΡΟΒΛΗΜΑ bbox=[66, 451, 366, 476]
balkan-kicker: Ο ΒΕΝΙΖΕΛΟΣ ΘΑ ΕΠΙΣΚΕΦΘΗ ΤΗΝ ΒΑΛΚΑΝΙΚΗΝ bbox=[712, 458, 1038, 473]
article-paragraph: Ὁ Πατριάρχης εἰσηγήθη εἰς τοὺς Συμμάχους τὴν ἀνάγκην προστασίας τῶν Ἑλλήνων. bbox=[1343, 120, 1573, 162]
divider bbox=[1343, 466, 1573, 467]
ad-athinaiki-kavala: Πράκτωρ ἐν Καβάλλῃ: bbox=[150, 1768, 282, 1783]
article-paragraph: Ἐκτελεσθέντες εἶναι οἱ Κ. Μουρούζης, Ἀθ. Γεωργίου, Μιχ. Χατζηνικολάου καὶ Γ. Σπουργίτης. bbox=[1095, 739, 1328, 781]
notice-signature-title: Ὁ Διευθυντὴς bbox=[568, 732, 649, 747]
tender2-dateline: Ἀλεξανδρούπολις 27 Σ/βρίου 1922. bbox=[893, 1211, 1063, 1240]
ad-athinaiki-note: Ἄμεσος ἐκκαθάρισις Ζημιῶν ἐντὸς 48ώρου. bbox=[88, 1686, 344, 1700]
tender2-title: ΠΡΟΚΗΡΥΞΙΣ ΔΙΑΓΩΝΙΣΜΟΥ bbox=[885, 1018, 1071, 1033]
masthead bbox=[30, 10, 1570, 53]
ad-eriourgia-title: ΕΛΛΗΝΙΚΗ ΕΡΙΟΥΡΓΙΑ bbox=[1175, 1776, 1491, 1806]
ad-bank-title: ΕΜΠΟΡΙΚΗ ΤΡΑΠΕΖΑ ΤΗΣ ΕΛΛΑΔΟΣ bbox=[430, 1496, 644, 1530]
article-paragraph: ΣΟΦΙΑ 5.—Ἐγκυρότατες πηγαὶ ἐπιβεβαιοῦν ὅτι ἡ συνεννόησις μεταξὺ Σερβίας καὶ Ρουμανίας θεωρεῖται τετελεσμένη. bbox=[670, 548, 870, 604]
signature-title: Ὁ Διευθυντὴς τῆς Περιθάλψεως bbox=[261, 392, 365, 421]
ad-kasmiria-line: Τὸ Γραφεῖον bbox=[500, 1719, 574, 1733]
port-agent-address: Φραγκίας 6 bbox=[580, 1116, 649, 1131]
ad-eriourgia-sale: ΠΩΛΗΣΙΣ ΧΟΝΔΡΙΚΗ bbox=[1265, 1947, 1401, 1962]
article-paragraph: Ἐξ ἄλλου τὸ ἀμερικανικὸν Κράτος ἐχορήγησε ποσὸν 90.000 τόννων σίτου διὰ τὰς ἀνάγκας τῶν προσφύγων. bbox=[27, 707, 211, 762]
article-paragraph: Ἡ Ἐπιμελητεία Βάσεως Ἀλεξανδρουπόλεως προκηρύσσει Δημόσιον μειοδοτικὸν διαγωνισμὸν διὰ τὴν ἐκ 13 μηνῶν ἐξασφάλισιν τοῦ παρασκευῆς τῆς στρατιωτικῆς ὑπηρεσίας. bbox=[881, 1035, 1074, 1133]
ad-tobacco-product: ΣΙΓΑΡΕΤΑ ΜΑΡΟΥΛΗ bbox=[1372, 682, 1544, 701]
article-paragraph: Εἰς ἀπάντησιν τῶν ἐν τῷ χθεσινῷ φύλλῳ τῆς ἐφημερίδος ὑμῶν γραφέντων ἀναφορικῶς πρὸς τὴν παραπονηθεῖσαν ἐν τῷ συνοικισμῷ Χαριλάου ἔλλειψιν ἄρτου, θεωρῶ καθῆκον μου νὰ γνωρίσω ὑμῖν τὰ κάτωθι πρὸς διαφώτισιν τῆς κοινῆς γνώμης. bbox=[27, 166, 211, 291]
notif-address: Πληροφορίαι: Σιχαρτοπωλεῖον ἡ «Ἀγάπη» ὁδὸς Ἐθν. Ἀμύνης, ΓΕΩΡΓ. ΓΚΑΡΓΚΑΔΗΣ bbox=[881, 964, 1074, 1006]
article-paragraph: Τὸ ἀτμόπλοιον "Ἄσσα" καὶ "Ἑλβιτ" ἀναχωροῦν ἐκ Πειραιῶς τὴν 27)10 καὶ 12)25 Ὀκτωβρίου διὰ Θεσσαλονίκην. bbox=[420, 917, 655, 959]
ad-chairs-factory: ΞΥΛΟΥΡΓΙΚΟΝ ΕΡΓΟΣΤΑΣΙΟΝ bbox=[1115, 1104, 1308, 1119]
ad-chairs-address: Γραφεῖα Σοφοῦ 13 bbox=[1157, 1087, 1266, 1102]
ad-clinic-name: ΙΩΑΝΝΟΥ Γ. ΜΑΡΙΝΟΥ bbox=[93, 1088, 339, 1113]
article-paragraph: Ἡ Σερβία θὰ συμμετάσχῃ εἰς τὴν Διάσκεψιν ὡς ἐπίσης καὶ αἱ ἄλλαι Βαλκανικαὶ χῶραι, αἱ ὁποῖαι ἔχουν ζωτικὰ συμφέροντα εἰς τὴν λύσιν τοῦ ζητήματος. bbox=[1095, 62, 1328, 131]
union-sig2: Ὁ Γ. Γραμματεύς bbox=[762, 1095, 863, 1110]
article-paragraph: Ἡ ἐπάνοδος τῶν Τούρκων εἰς τὴν Εὐρώπην ἀποτελεῖ ἐξαιρετικὸν κίνδυνον διὰ τοὺς Βαλκανικοὺς λαοὺς καὶ αὐτὸ ἐγγυήσεις εἰς τὰ Βαλκάνια. bbox=[670, 306, 1080, 348]
ad-tobacco-name: ΠΑΠΑΘΑΝΑΣΙΟΥ ΓΕΩΡΓΙΟΣ bbox=[1368, 633, 1548, 648]
ad-clinic-address: Ὁδὸς Ἰης Μεραρχίας 14 (παρὰ τὸ Στρατιωτ. Γραφεῖον) bbox=[55, 1192, 377, 1207]
ad-eriourgia-capital: Κεφάλαιον καταβεβλημένον Δραχ. 4.000.000 bbox=[1183, 1824, 1483, 1839]
ad-chairs-title: ΚΑΡΕΚΛΕΣ bbox=[1152, 966, 1271, 991]
ad-clinic-line: Γίνονται δεκτοὶ ἐσωτερικοὶ ἀσθενεῖς. — Ἐκτελοῦνται ἅπασαι αἱ χειρουργικαὶ ἐπεμβάσεις. bbox=[35, 1130, 397, 1158]
ad-eriourgia-products: Κληνοστρώματα, ἐλιανικὰ πολυτελείας, στρατιωτικὰ—Ὑφάσματα ἀνδρικά, παλτὸ—σαμπὰ, σερζ χασέ, φανελλάκια, ἀβαδιάματα Γαμπαρτίνες.—Γυναικεία: Γαμπαρτίνες, Μαρινὰ, Φανέλλα, ἄλλων Τεχνῶν, κ.λ.π. bbox=[1102, 1869, 1564, 1911]
ad-athinaiki-address: Ὁδὸς Αἰγύπτου ἀριθ. 25.—Τηλέφωνον ἀριθ. 82 bbox=[79, 1753, 353, 1768]
article-paragraph: Τρεῖς ἐμπειρογνώμονες ἀντιπρόσωποι τῆς Ἀγγλίας, Γαλλίας καὶ Ἰταλίας θὰ συνέλθουν εἰς Λονδῖνον. bbox=[1095, 473, 1328, 514]
ad-athinaiki-bank: Τραπεζίτης τῆς Ἑταιρίας: "ΤΡΑΠΕΖΑ ΑΘΗΝΩΝ" bbox=[57, 1701, 375, 1715]
article-bread-body bbox=[27, 150, 405, 437]
article-supply-kicker: Ο Κ. ΔΟΞΙΑΔΗΣ ΘΑ ΠΕΡΙΟΔΕΥΣΗ ΜΑΚΕΔ. ΚΑΙ ΘΡΑΚΗΝ bbox=[35, 502, 397, 517]
deaths-title: ΘΑΝΑΤΙΚΑΙ bbox=[1164, 642, 1259, 661]
